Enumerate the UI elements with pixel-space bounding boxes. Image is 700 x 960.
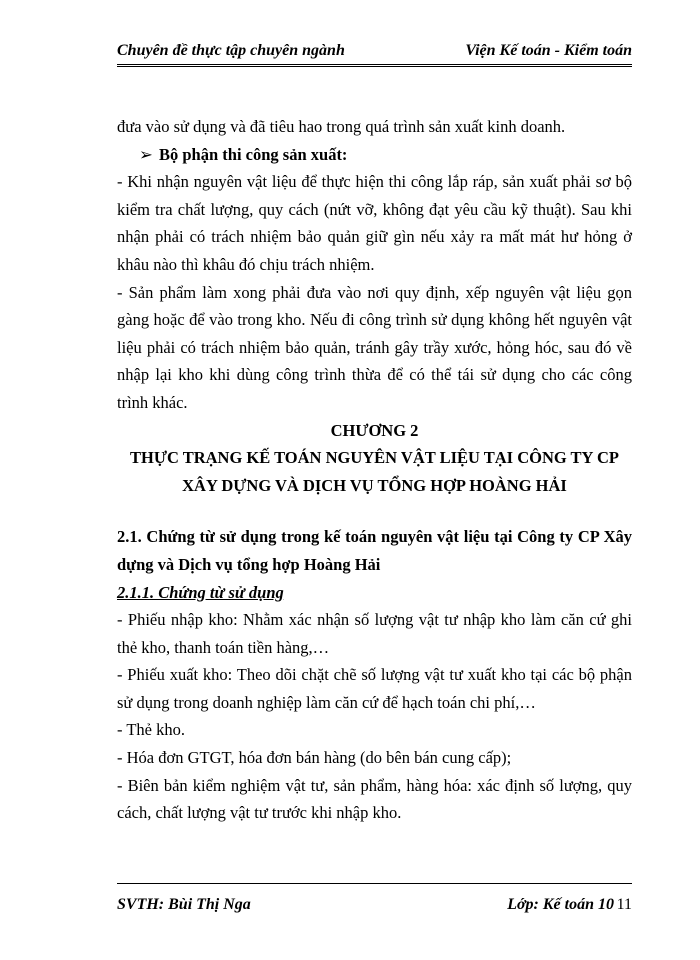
footer-student: SVTH: Bùi Thị Nga [117, 896, 251, 913]
chapter-title-line-1: THỰC TRẠNG KẾ TOÁN NGUYÊN VẬT LIỆU TẠI CÔNG TY CP [130, 448, 619, 468]
bullet-heading [117, 141, 632, 169]
chapter-label: CHƯƠNG 2 [330, 420, 419, 440]
page-number: 11 [616, 896, 632, 913]
list-item: - Phiếu xuất kho: Theo dõi chặt chẽ số lượng vật tư xuất kho tại các bộ phận sử dụng trong doanh nghiệp làm căn cứ để hạch toán chi phí,… [117, 665, 632, 712]
list-item: - Thẻ kho. [117, 720, 185, 740]
list-item: - Phiếu nhập kho: Nhằm xác nhận số lượng vật tư nhập kho làm căn cứ ghi thẻ kho, thanh toán tiền hàng,… [117, 610, 632, 657]
arrow-bullet-icon: ➢ [139, 144, 153, 164]
paragraph: - Sản phẩm làm xong phải đưa vào nơi quy định, xếp nguyên vật liệu gọn gàng hoặc để vào trong kho. Nếu đi công trình sử dụng không hết nguyên vật liệu phải có trách nhiệm bảo quản, tránh gây trầy xước, hỏng hóc, sau đó về nhập lại kho khi dùng công trình thừa để có thể tái sử dụng cho các công trình khác. [117, 282, 632, 412]
chapter-title-line-2: XÂY DỰNG VÀ DỊCH VỤ TỔNG HỢP HOÀNG HẢI [182, 475, 567, 495]
paragraph: - Khi nhận nguyên vật liệu để thực hiện thi công lắp ráp, sản xuất phải sơ bộ kiểm tra chất lượng, quy cách (nứt vỡ, không đạt yêu cầu kỹ thuật). Sau khi nhận phải có trách nhiệm bảo quản giữ gìn nếu xảy ra mất mát hư hỏng ở khâu nào thì khâu đó chịu trách nhiệm. [117, 172, 632, 274]
spacer [117, 499, 632, 523]
page-content [117, 113, 632, 827]
header-institute: Viện Kế toán - Kiểm toán [465, 42, 632, 59]
page-footer [117, 883, 632, 916]
list-item: - Hóa đơn GTGT, hóa đơn bán hàng (do bên bán cung cấp); [117, 748, 512, 768]
subsection-heading: 2.1.1. Chứng từ sử dụng [117, 582, 284, 602]
page-header [117, 42, 632, 67]
bullet-heading-text: Bộ phận thi công sản xuất: [159, 144, 348, 164]
section-heading: 2.1. Chứng từ sử dụng trong kế toán nguyên vật liệu tại Công ty CP Xây dựng và Dịch vụ tổng hợp Hoàng Hải [117, 527, 632, 574]
paragraph: đưa vào sử dụng và đã tiêu hao trong quá trình sản xuất kinh doanh. [117, 117, 566, 136]
footer-class: Lớp: Kế toán 10 [507, 896, 614, 913]
header-course-title: Chuyên đề thực tập chuyên ngành [117, 42, 345, 59]
list-item: - Biên bản kiểm nghiệm vật tư, sản phẩm, hàng hóa: xác định số lượng, quy cách, chất lượng vật tư trước khi nhập kho. [117, 775, 632, 823]
